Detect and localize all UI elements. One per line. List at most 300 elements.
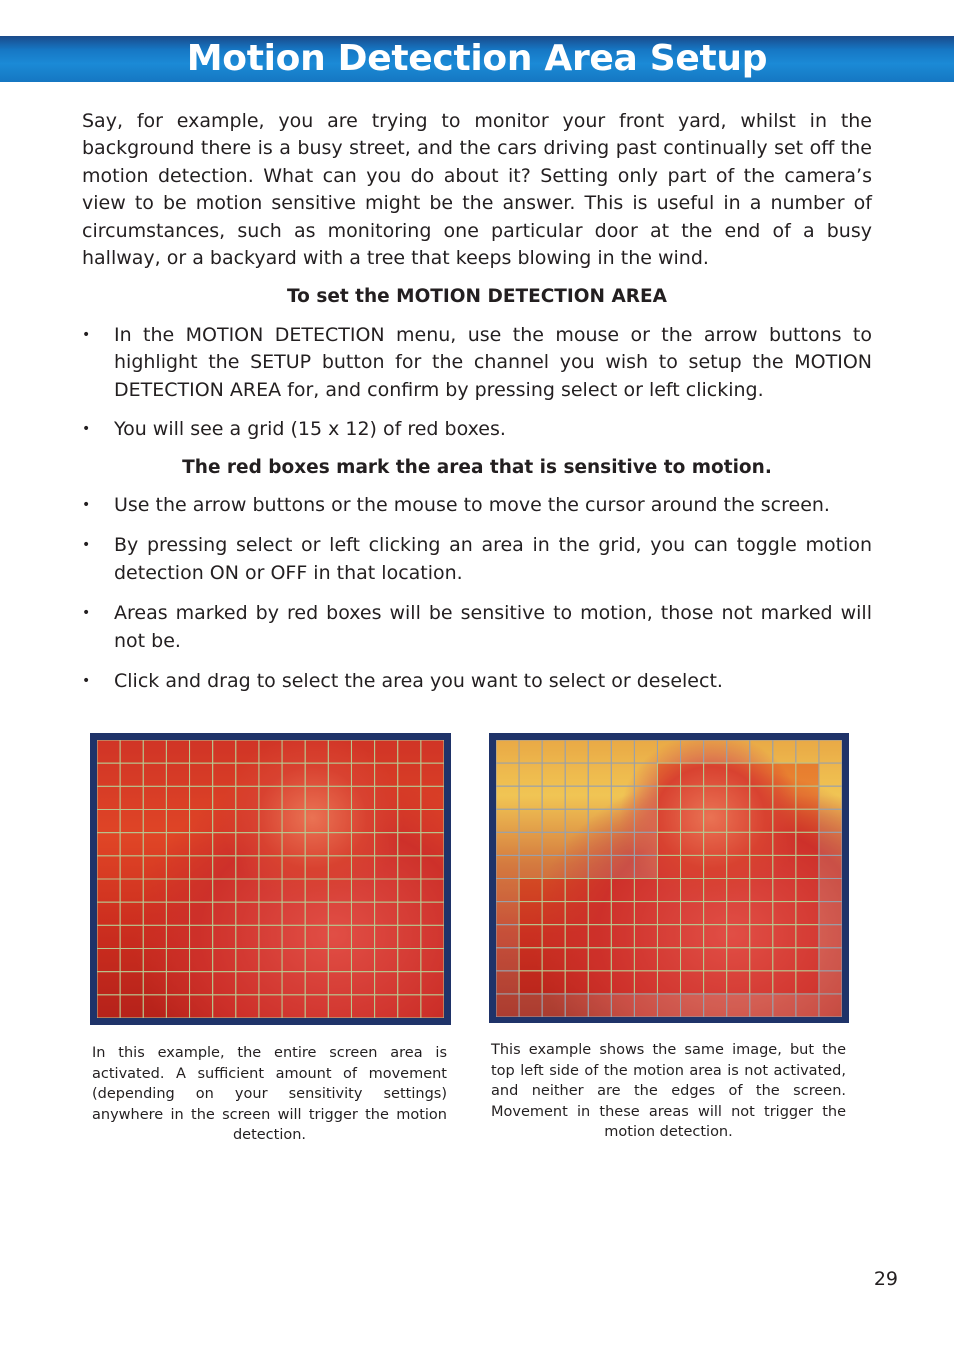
grid-cell[interactable] (681, 832, 704, 855)
grid-cell[interactable] (120, 810, 143, 833)
grid-cell[interactable] (796, 971, 819, 994)
grid-cell[interactable] (398, 925, 421, 948)
grid-cell[interactable] (421, 949, 444, 972)
grid-cell[interactable] (773, 879, 796, 902)
grid-cell[interactable] (143, 856, 166, 879)
grid-cell[interactable] (120, 786, 143, 809)
grid-cell[interactable] (704, 948, 727, 971)
grid-cell[interactable] (565, 879, 588, 902)
grid-cell[interactable] (190, 740, 213, 763)
grid-cell[interactable] (351, 925, 374, 948)
grid-cell[interactable] (750, 948, 773, 971)
grid-cell[interactable] (634, 948, 657, 971)
grid-cell[interactable] (97, 972, 120, 995)
grid-cell[interactable] (750, 971, 773, 994)
grid-cell[interactable] (259, 995, 282, 1018)
grid-cell[interactable] (305, 925, 328, 948)
grid-cell[interactable] (727, 902, 750, 925)
grid-cell[interactable] (166, 810, 189, 833)
grid-cell[interactable] (190, 949, 213, 972)
grid-cell[interactable] (213, 879, 236, 902)
grid-cell[interactable] (421, 833, 444, 856)
grid-cell[interactable] (236, 763, 259, 786)
grid-cell[interactable] (681, 786, 704, 809)
grid-cell[interactable] (398, 740, 421, 763)
grid-cell[interactable] (328, 856, 351, 879)
grid-cell[interactable] (819, 855, 842, 878)
grid-cell[interactable] (657, 763, 680, 786)
grid-cell[interactable] (305, 949, 328, 972)
grid-cell[interactable] (565, 902, 588, 925)
grid-cell[interactable] (328, 833, 351, 856)
grid-cell[interactable] (727, 948, 750, 971)
grid-cell[interactable] (143, 995, 166, 1018)
grid-cell[interactable] (542, 902, 565, 925)
grid-cell[interactable] (398, 856, 421, 879)
grid-cell[interactable] (704, 832, 727, 855)
grid-cell[interactable] (542, 809, 565, 832)
grid-cell[interactable] (565, 925, 588, 948)
grid-cell[interactable] (611, 948, 634, 971)
grid-cell[interactable] (634, 994, 657, 1017)
grid-cell[interactable] (819, 925, 842, 948)
grid-cell[interactable] (519, 902, 542, 925)
grid-cell[interactable] (120, 902, 143, 925)
grid-cell[interactable] (634, 740, 657, 763)
grid-cell[interactable] (681, 925, 704, 948)
grid-cell[interactable] (421, 856, 444, 879)
grid-cell[interactable] (611, 832, 634, 855)
grid-cell[interactable] (750, 855, 773, 878)
grid-cell[interactable] (681, 855, 704, 878)
grid-cell[interactable] (542, 786, 565, 809)
grid-cell[interactable] (236, 879, 259, 902)
grid-cell[interactable] (328, 902, 351, 925)
grid-cell[interactable] (351, 949, 374, 972)
grid-cell[interactable] (328, 995, 351, 1018)
grid-cell[interactable] (213, 972, 236, 995)
grid-cell[interactable] (542, 925, 565, 948)
grid-cell[interactable] (375, 740, 398, 763)
grid-cell[interactable] (519, 879, 542, 902)
grid-cell[interactable] (97, 925, 120, 948)
grid-cell[interactable] (773, 832, 796, 855)
grid-cell[interactable] (727, 994, 750, 1017)
grid-cell[interactable] (588, 971, 611, 994)
grid-cell[interactable] (519, 832, 542, 855)
grid-cell[interactable] (727, 809, 750, 832)
grid-cell[interactable] (750, 740, 773, 763)
grid-cell[interactable] (796, 809, 819, 832)
grid-cell[interactable] (398, 786, 421, 809)
grid-cell[interactable] (328, 949, 351, 972)
grid-cell[interactable] (796, 948, 819, 971)
grid-cell[interactable] (259, 833, 282, 856)
grid-cell[interactable] (166, 833, 189, 856)
grid-cell[interactable] (519, 809, 542, 832)
grid-cell[interactable] (773, 971, 796, 994)
grid-cell[interactable] (634, 809, 657, 832)
grid-cell[interactable] (727, 786, 750, 809)
grid-cell[interactable] (519, 925, 542, 948)
grid-cell[interactable] (213, 763, 236, 786)
grid-cell[interactable] (421, 763, 444, 786)
grid-cell[interactable] (588, 902, 611, 925)
grid-cell[interactable] (542, 971, 565, 994)
grid-cell[interactable] (143, 949, 166, 972)
grid-cell[interactable] (120, 925, 143, 948)
grid-cell[interactable] (375, 995, 398, 1018)
grid-cell[interactable] (351, 902, 374, 925)
grid-cell[interactable] (727, 925, 750, 948)
grid-cell[interactable] (588, 948, 611, 971)
grid-cell[interactable] (704, 855, 727, 878)
grid-cell[interactable] (166, 763, 189, 786)
grid-cell[interactable] (565, 948, 588, 971)
grid-cell[interactable] (796, 902, 819, 925)
grid-cell[interactable] (305, 879, 328, 902)
grid-cell[interactable] (565, 855, 588, 878)
grid-cell[interactable] (681, 948, 704, 971)
grid-cell[interactable] (305, 902, 328, 925)
grid-cell[interactable] (305, 833, 328, 856)
grid-cell[interactable] (542, 994, 565, 1017)
grid-cell[interactable] (398, 995, 421, 1018)
grid-cell[interactable] (773, 740, 796, 763)
grid-cell[interactable] (375, 856, 398, 879)
grid-cell[interactable] (681, 740, 704, 763)
grid-cell[interactable] (166, 786, 189, 809)
grid-cell[interactable] (120, 972, 143, 995)
grid-cell[interactable] (120, 995, 143, 1018)
grid-cell[interactable] (166, 902, 189, 925)
grid-cell[interactable] (634, 879, 657, 902)
grid-cell[interactable] (750, 786, 773, 809)
grid-cell[interactable] (773, 786, 796, 809)
grid-cell[interactable] (588, 740, 611, 763)
grid-cell[interactable] (542, 763, 565, 786)
grid-cell[interactable] (236, 925, 259, 948)
grid-cell[interactable] (213, 740, 236, 763)
grid-cell[interactable] (398, 972, 421, 995)
grid-cell[interactable] (398, 763, 421, 786)
grid-cell[interactable] (565, 832, 588, 855)
grid-cell[interactable] (190, 879, 213, 902)
grid-cell[interactable] (213, 856, 236, 879)
grid-cell[interactable] (166, 740, 189, 763)
grid-cell[interactable] (588, 994, 611, 1017)
grid-cell[interactable] (328, 740, 351, 763)
grid-cell[interactable] (496, 925, 519, 948)
grid-cell[interactable] (588, 763, 611, 786)
grid-cell[interactable] (796, 879, 819, 902)
grid-cell[interactable] (750, 763, 773, 786)
grid-cell[interactable] (657, 925, 680, 948)
grid-cell[interactable] (496, 902, 519, 925)
grid-cell[interactable] (750, 902, 773, 925)
grid-cell[interactable] (375, 949, 398, 972)
grid-cell[interactable] (351, 972, 374, 995)
grid-cell[interactable] (796, 740, 819, 763)
grid-cell[interactable] (259, 763, 282, 786)
grid-cell[interactable] (496, 994, 519, 1017)
grid-cell[interactable] (657, 902, 680, 925)
grid-cell[interactable] (727, 971, 750, 994)
grid-cell[interactable] (236, 949, 259, 972)
grid-cell[interactable] (328, 763, 351, 786)
grid-cell[interactable] (259, 740, 282, 763)
grid-cell[interactable] (305, 786, 328, 809)
grid-cell[interactable] (773, 948, 796, 971)
grid-cell[interactable] (375, 925, 398, 948)
grid-cell[interactable] (496, 763, 519, 786)
grid-cell[interactable] (143, 902, 166, 925)
grid-cell[interactable] (704, 809, 727, 832)
grid-cell[interactable] (819, 971, 842, 994)
grid-cell[interactable] (282, 995, 305, 1018)
grid-cell[interactable] (282, 925, 305, 948)
grid-cell[interactable] (190, 972, 213, 995)
grid-cell[interactable] (519, 763, 542, 786)
grid-cell[interactable] (496, 740, 519, 763)
grid-cell[interactable] (282, 810, 305, 833)
grid-cell[interactable] (282, 786, 305, 809)
grid-cell[interactable] (796, 832, 819, 855)
grid-cell[interactable] (611, 809, 634, 832)
grid-cell[interactable] (120, 856, 143, 879)
grid-cell[interactable] (819, 809, 842, 832)
grid-cell[interactable] (351, 833, 374, 856)
grid-cell[interactable] (328, 925, 351, 948)
grid-cell[interactable] (190, 856, 213, 879)
grid-cell[interactable] (496, 948, 519, 971)
grid-cell[interactable] (282, 949, 305, 972)
grid-cell[interactable] (565, 809, 588, 832)
grid-cell[interactable] (190, 810, 213, 833)
grid-cell[interactable] (398, 902, 421, 925)
grid-cell[interactable] (328, 879, 351, 902)
grid-cell[interactable] (375, 972, 398, 995)
grid-cell[interactable] (305, 763, 328, 786)
grid-cell[interactable] (611, 902, 634, 925)
grid-cell[interactable] (305, 995, 328, 1018)
grid-cell[interactable] (351, 995, 374, 1018)
grid-cell[interactable] (97, 833, 120, 856)
grid-cell[interactable] (213, 902, 236, 925)
grid-cell[interactable] (519, 786, 542, 809)
grid-cell[interactable] (519, 994, 542, 1017)
grid-cell[interactable] (421, 740, 444, 763)
grid-cell[interactable] (542, 740, 565, 763)
grid-cell[interactable] (496, 855, 519, 878)
grid-cell[interactable] (375, 763, 398, 786)
grid-cell[interactable] (421, 925, 444, 948)
grid-cell[interactable] (143, 925, 166, 948)
grid-cell[interactable] (143, 972, 166, 995)
grid-cell[interactable] (236, 786, 259, 809)
grid-cell[interactable] (97, 949, 120, 972)
grid-cell[interactable] (421, 786, 444, 809)
grid-cell[interactable] (611, 740, 634, 763)
grid-cell[interactable] (634, 855, 657, 878)
grid-cell[interactable] (773, 855, 796, 878)
grid-cell[interactable] (496, 809, 519, 832)
grid-cell[interactable] (634, 786, 657, 809)
grid-cell[interactable] (236, 856, 259, 879)
grid-cell[interactable] (565, 971, 588, 994)
grid-cell[interactable] (796, 786, 819, 809)
grid-cell[interactable] (97, 786, 120, 809)
grid-cell[interactable] (97, 740, 120, 763)
grid-cell[interactable] (236, 902, 259, 925)
grid-cell[interactable] (496, 786, 519, 809)
grid-cell[interactable] (282, 833, 305, 856)
grid-cell[interactable] (328, 810, 351, 833)
grid-cell[interactable] (727, 879, 750, 902)
grid-cell[interactable] (773, 902, 796, 925)
grid-cell[interactable] (97, 879, 120, 902)
grid-cell[interactable] (611, 994, 634, 1017)
grid-cell[interactable] (796, 855, 819, 878)
grid-cell[interactable] (750, 809, 773, 832)
grid-cell[interactable] (97, 810, 120, 833)
grid-cell[interactable] (375, 833, 398, 856)
grid-cell[interactable] (213, 786, 236, 809)
grid-cell[interactable] (421, 810, 444, 833)
grid-cell[interactable] (657, 879, 680, 902)
grid-cell[interactable] (657, 786, 680, 809)
grid-cell[interactable] (704, 925, 727, 948)
grid-cell[interactable] (166, 925, 189, 948)
grid-cell[interactable] (565, 994, 588, 1017)
grid-cell[interactable] (97, 856, 120, 879)
grid-cell[interactable] (819, 879, 842, 902)
grid-cell[interactable] (565, 740, 588, 763)
grid-cell[interactable] (398, 810, 421, 833)
grid-cell[interactable] (236, 995, 259, 1018)
grid-cell[interactable] (190, 902, 213, 925)
grid-cell[interactable] (328, 972, 351, 995)
grid-cell[interactable] (496, 832, 519, 855)
grid-cell[interactable] (750, 879, 773, 902)
grid-cell[interactable] (657, 832, 680, 855)
grid-cell[interactable] (819, 948, 842, 971)
grid-cell[interactable] (704, 740, 727, 763)
grid-cell[interactable] (190, 786, 213, 809)
grid-cell[interactable] (282, 763, 305, 786)
grid-cell[interactable] (634, 925, 657, 948)
grid-cell[interactable] (375, 902, 398, 925)
grid-cell[interactable] (282, 902, 305, 925)
grid-cell[interactable] (282, 972, 305, 995)
grid-cell[interactable] (657, 971, 680, 994)
grid-cell[interactable] (773, 925, 796, 948)
grid-cell[interactable] (657, 809, 680, 832)
grid-cell[interactable] (305, 972, 328, 995)
grid-cell[interactable] (351, 810, 374, 833)
grid-cell[interactable] (166, 995, 189, 1018)
grid-cell[interactable] (421, 902, 444, 925)
grid-cell[interactable] (819, 786, 842, 809)
grid-cell[interactable] (97, 763, 120, 786)
grid-cell[interactable] (750, 832, 773, 855)
grid-cell[interactable] (190, 763, 213, 786)
grid-cell[interactable] (588, 879, 611, 902)
grid-cell[interactable] (259, 786, 282, 809)
grid-cell[interactable] (421, 879, 444, 902)
grid-cell[interactable] (704, 994, 727, 1017)
grid-cell[interactable] (351, 856, 374, 879)
grid-cell[interactable] (727, 763, 750, 786)
grid-cell[interactable] (190, 925, 213, 948)
grid-cell[interactable] (496, 879, 519, 902)
grid-cell[interactable] (750, 994, 773, 1017)
grid-cell[interactable] (143, 786, 166, 809)
grid-cell[interactable] (657, 948, 680, 971)
grid-cell[interactable] (819, 740, 842, 763)
grid-cell[interactable] (704, 879, 727, 902)
grid-cell[interactable] (519, 971, 542, 994)
grid-cell[interactable] (542, 855, 565, 878)
grid-cell[interactable] (351, 879, 374, 902)
grid-cell[interactable] (496, 971, 519, 994)
grid-cell[interactable] (704, 971, 727, 994)
grid-cell[interactable] (236, 972, 259, 995)
grid-cell[interactable] (634, 902, 657, 925)
grid-cell[interactable] (398, 833, 421, 856)
grid-cell[interactable] (819, 763, 842, 786)
grid-cell[interactable] (588, 832, 611, 855)
grid-cell[interactable] (120, 740, 143, 763)
grid-cell[interactable] (166, 949, 189, 972)
grid-cell[interactable] (681, 971, 704, 994)
grid-cell[interactable] (796, 994, 819, 1017)
grid-cell[interactable] (611, 786, 634, 809)
grid-cell[interactable] (398, 949, 421, 972)
grid-cell[interactable] (120, 763, 143, 786)
grid-cell[interactable] (259, 949, 282, 972)
grid-cell[interactable] (213, 833, 236, 856)
grid-cell[interactable] (375, 786, 398, 809)
grid-cell[interactable] (681, 763, 704, 786)
grid-cell[interactable] (143, 810, 166, 833)
grid-cell[interactable] (190, 995, 213, 1018)
grid-cell[interactable] (120, 833, 143, 856)
grid-cell[interactable] (328, 786, 351, 809)
grid-cell[interactable] (588, 925, 611, 948)
grid-cell[interactable] (611, 971, 634, 994)
grid-cell[interactable] (704, 763, 727, 786)
grid-cell[interactable] (519, 855, 542, 878)
grid-cell[interactable] (704, 786, 727, 809)
grid-cell[interactable] (634, 832, 657, 855)
grid-cell[interactable] (351, 740, 374, 763)
grid-cell[interactable] (727, 832, 750, 855)
grid-cell[interactable] (421, 995, 444, 1018)
grid-cell[interactable] (634, 763, 657, 786)
grid-cell[interactable] (657, 994, 680, 1017)
grid-cell[interactable] (259, 879, 282, 902)
grid-cell[interactable] (120, 879, 143, 902)
grid-cell[interactable] (282, 740, 305, 763)
grid-cell[interactable] (773, 809, 796, 832)
grid-cell[interactable] (213, 949, 236, 972)
grid-cell[interactable] (143, 833, 166, 856)
grid-cell[interactable] (750, 925, 773, 948)
grid-cell[interactable] (611, 855, 634, 878)
grid-cell[interactable] (259, 810, 282, 833)
grid-cell[interactable] (143, 740, 166, 763)
